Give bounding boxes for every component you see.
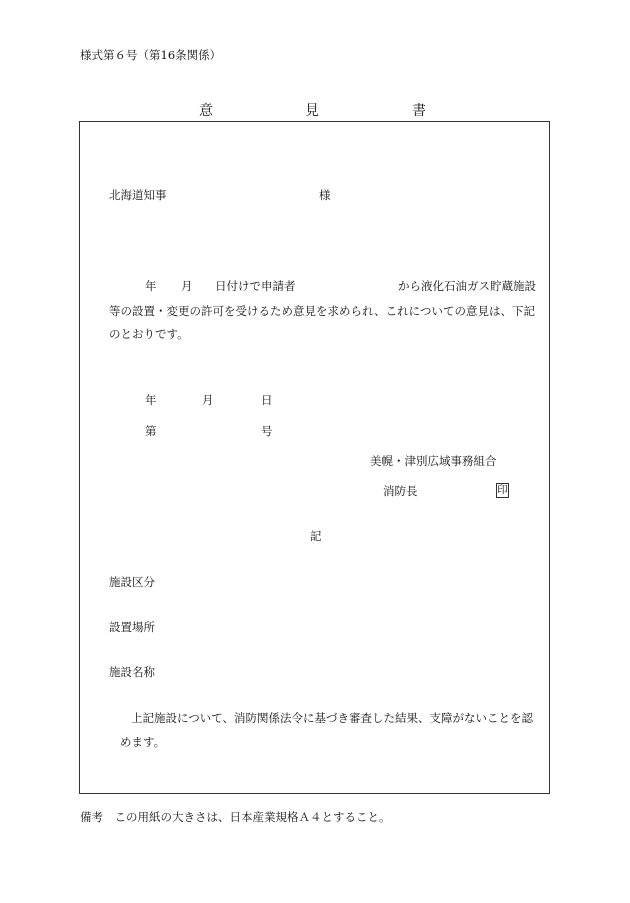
body-applicant-text: 日付けで申請者 <box>215 279 296 293</box>
title-char-2: 見 <box>305 103 319 119</box>
title-char-3: 書 <box>412 103 426 119</box>
confirmation-line-2: めます。 <box>120 735 166 749</box>
facility-name-label: 施設名称 <box>109 665 155 679</box>
date-year-label: 年 <box>145 393 157 407</box>
body-facility-text: から液化石油ガス貯蔵施設 <box>398 279 536 293</box>
body-month-label: 月 <box>181 279 193 293</box>
form-number-label: 様式第６号（第16条関係） <box>80 48 222 62</box>
title-char-1: 意 <box>199 103 213 119</box>
date-month-label: 月 <box>202 393 214 407</box>
facility-type-label: 施設区分 <box>109 575 155 589</box>
body-line-2: 等の設置・変更の許可を受けるため意見を求められ、これについての意見は、下記 <box>109 304 535 318</box>
location-label: 設置場所 <box>109 620 155 634</box>
addressee-honorific: 様 <box>319 188 331 202</box>
issuer-title: 消防長 <box>383 484 418 498</box>
issuer-organization: 美幌・津別広域事務組合 <box>370 454 497 468</box>
addressee-name: 北海道知事 <box>109 188 167 202</box>
date-day-label: 日 <box>261 393 273 407</box>
seal-stamp-box: 印 <box>497 484 508 497</box>
body-line-3: のとおりです。 <box>109 327 189 341</box>
document-number-suffix: 号 <box>261 424 273 438</box>
document-number-prefix: 第 <box>145 424 157 438</box>
body-year-label: 年 <box>145 279 157 293</box>
ki-heading: 記 <box>310 529 322 543</box>
confirmation-line-1: 上記施設について、消防関係法令に基づき審査した結果、支障がないことを認 <box>131 711 534 725</box>
remark-note: 備考 この用紙の大きさは、日本産業規格Ａ４とすること。 <box>80 810 391 824</box>
